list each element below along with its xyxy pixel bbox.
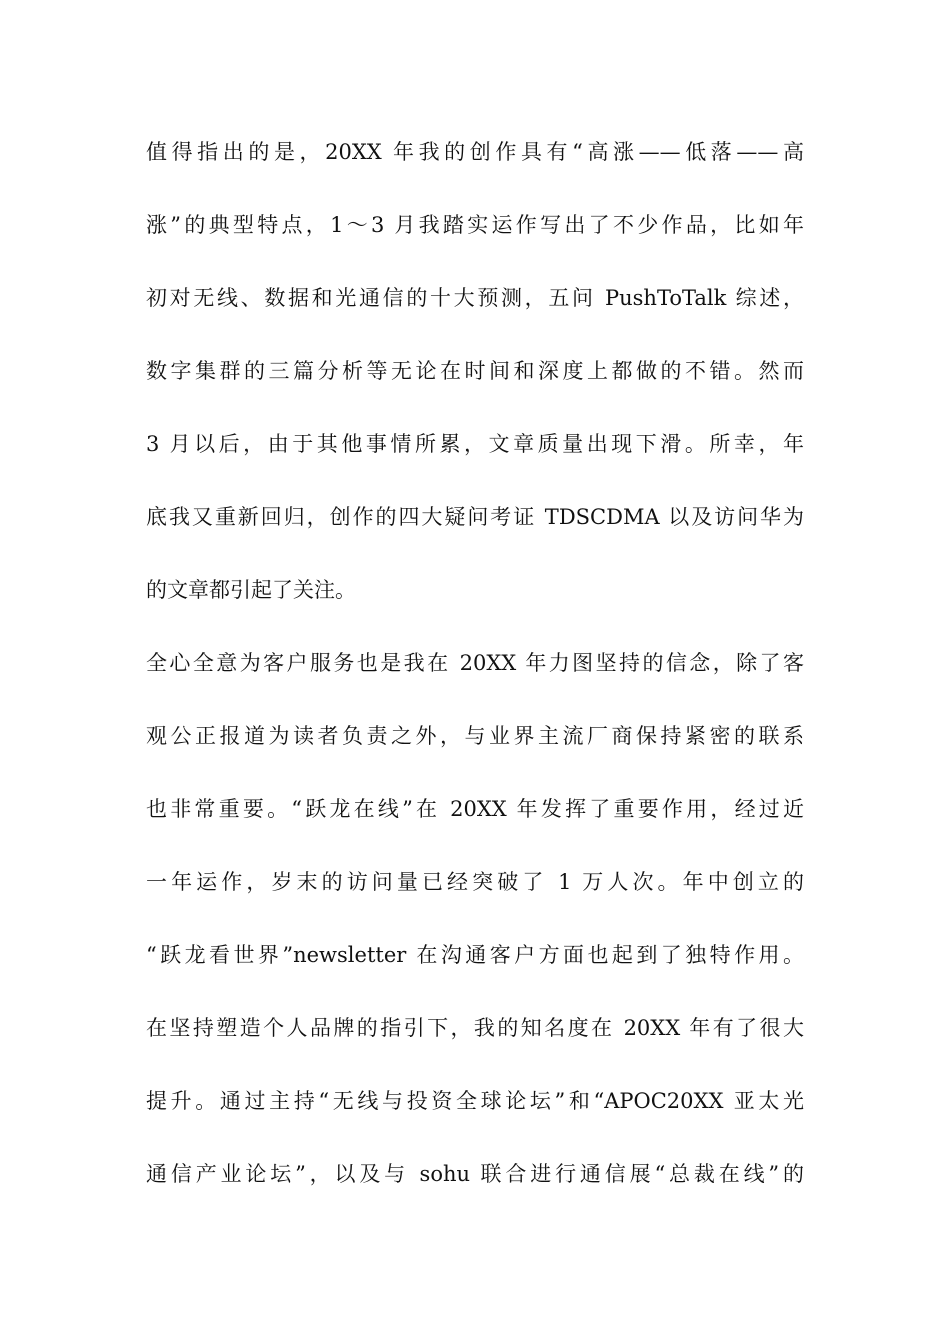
text-line: 涨”的典型特点，1～3 月我踏实运作写出了不少作品，比如年 [146, 213, 804, 237]
text-line: 也非常重要。“跃龙在线”在 20XX 年发挥了重要作用，经过近 [146, 797, 804, 821]
text-line: 初对无线、数据和光通信的十大预测，五问 PushToTalk 综述， [146, 286, 804, 310]
text-line: 在坚持塑造个人品牌的指引下，我的知名度在 20XX 年有了很大 [146, 1016, 804, 1040]
text-line: 值得指出的是，20XX 年我的创作具有“高涨——低落——高 [146, 140, 804, 164]
text-line: 数字集群的三篇分析等无论在时间和深度上都做的不错。然而 [146, 359, 804, 383]
text-line: 全心全意为客户服务也是我在 20XX 年力图坚持的信念，除了客 [146, 651, 804, 675]
text-line: 观公正报道为读者负责之外，与业界主流厂商保持紧密的联系 [146, 724, 804, 748]
text-line: 的文章都引起了关注。 [146, 578, 356, 602]
text-line: 底我又重新回归，创作的四大疑问考证 TDSCDMA 以及访问华为 [146, 505, 804, 529]
text-line: “跃龙看世界”newsletter 在沟通客户方面也起到了独特作用。 [146, 943, 804, 967]
text-line: 通信产业论坛”，以及与 sohu 联合进行通信展“总裁在线”的 [146, 1162, 804, 1186]
text-line: 一年运作，岁末的访问量已经突破了 1 万人次。年中创立的 [146, 870, 804, 894]
text-line: 3 月以后，由于其他事情所累，文章质量出现下滑。所幸，年 [146, 432, 804, 456]
text-line: 提升。通过主持“无线与投资全球论坛”和“APOC20XX 亚太光 [146, 1089, 804, 1113]
